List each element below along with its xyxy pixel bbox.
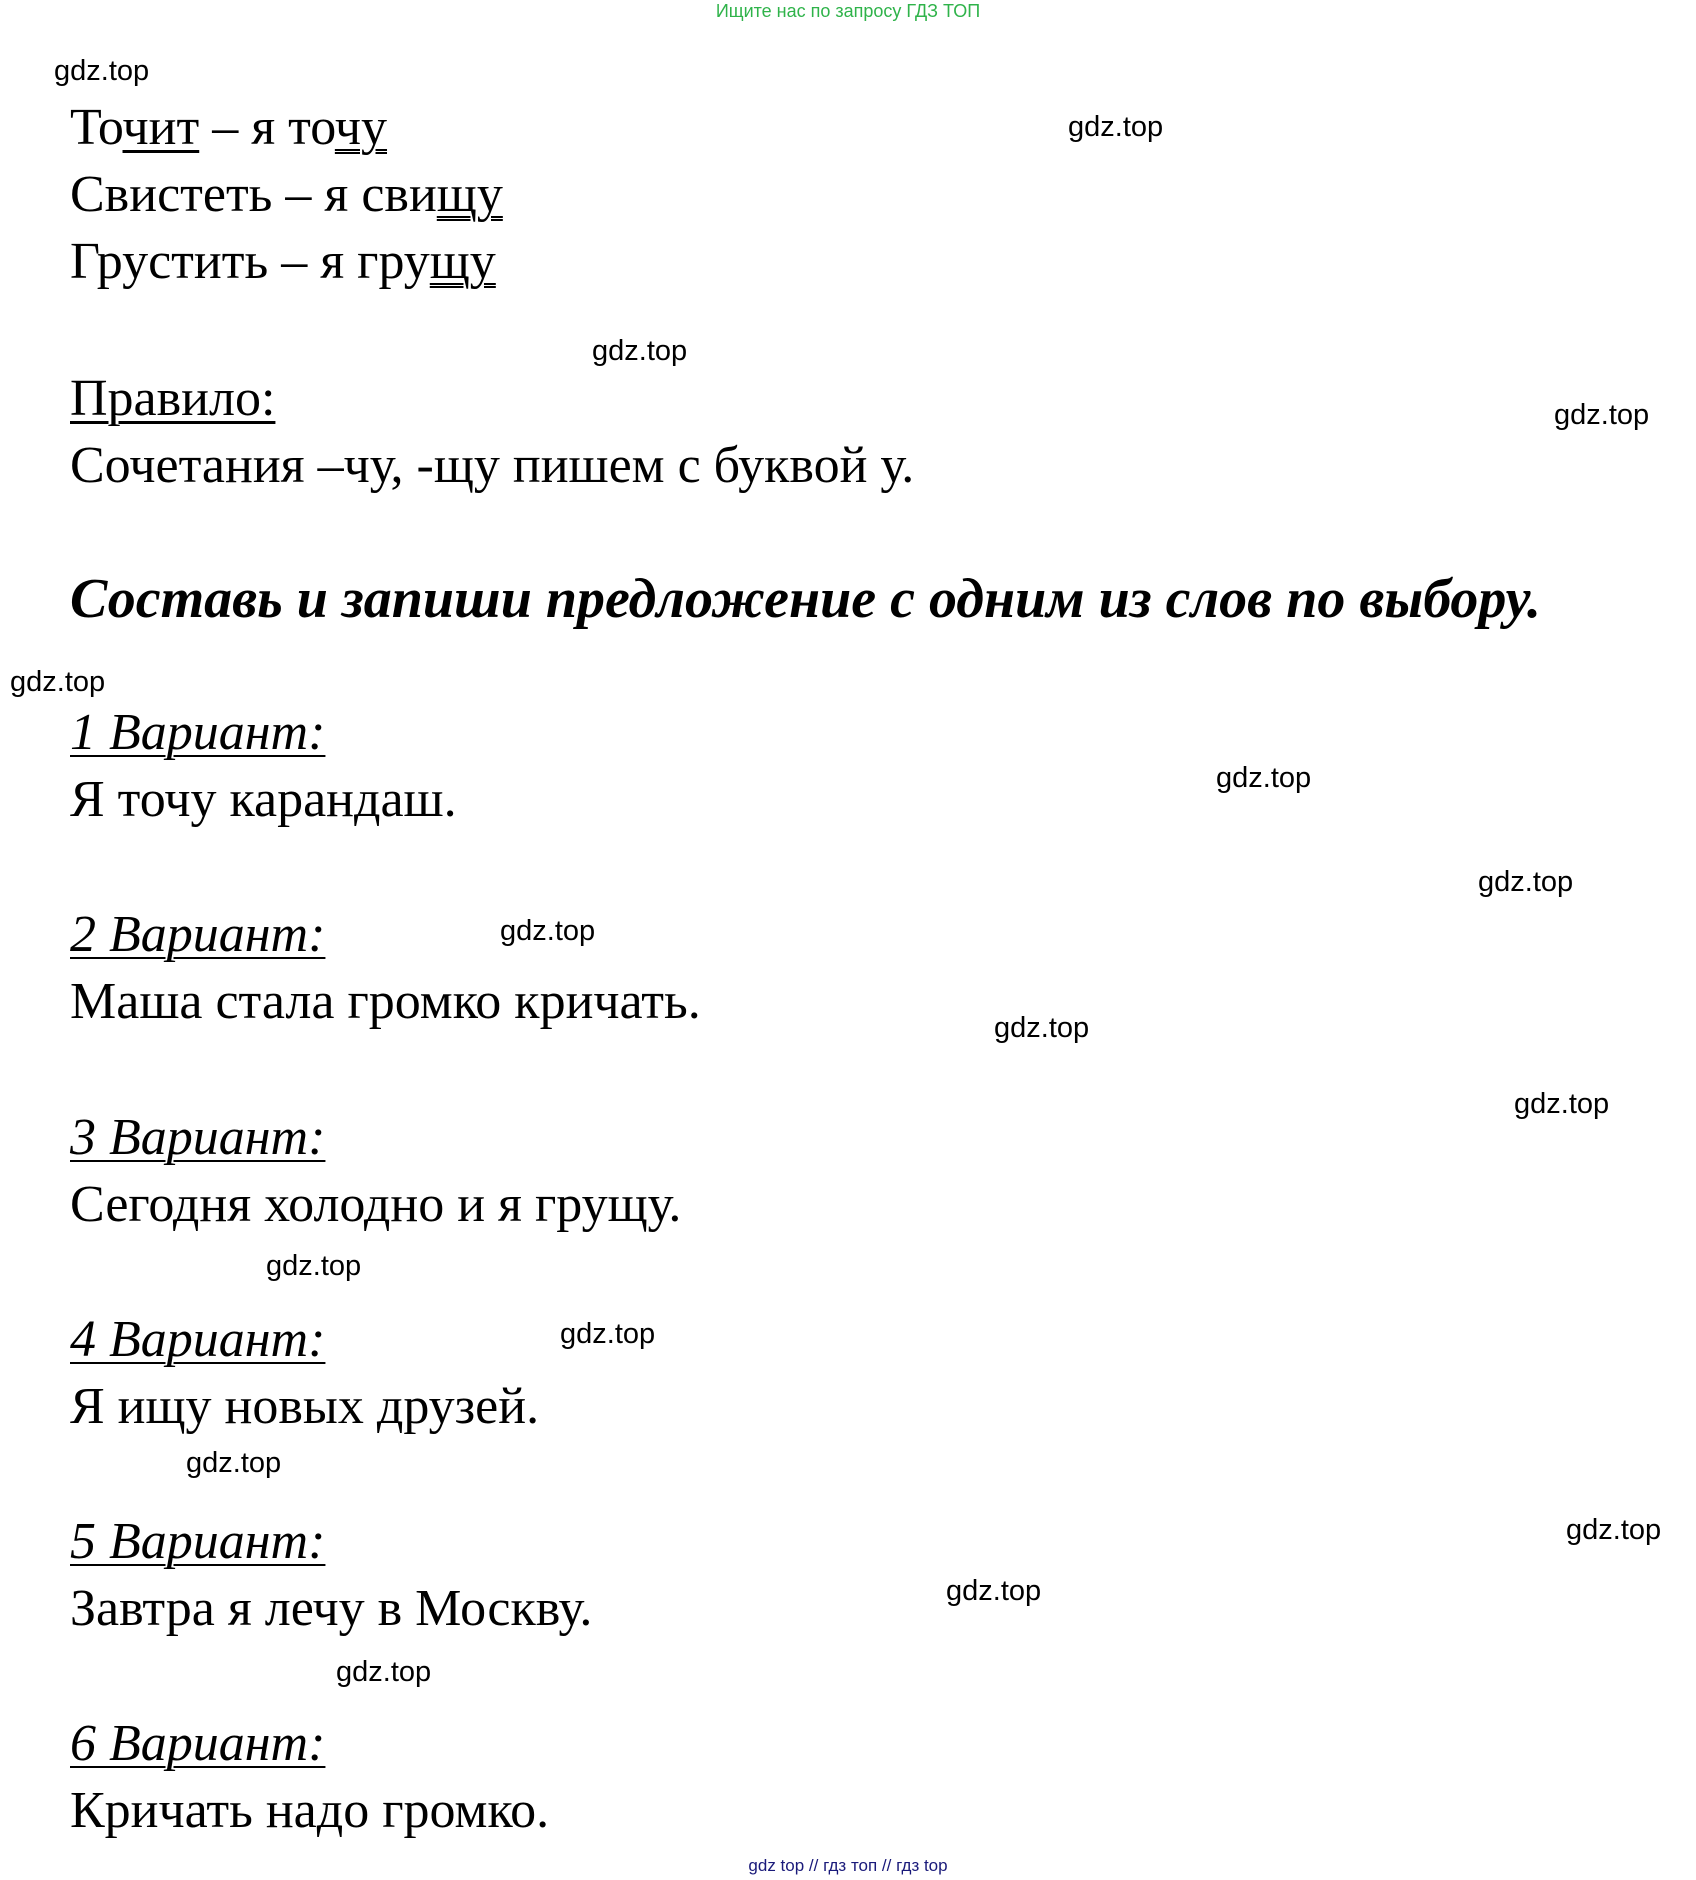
watermark: gdz.top: [1554, 399, 1650, 431]
pair-form-plain: гру: [357, 233, 430, 290]
rule-heading: [70, 368, 275, 430]
pair-dash: – я: [199, 99, 289, 156]
variant-6-label: [70, 1713, 325, 1775]
pair-infinitive-plain: То: [70, 99, 123, 156]
variant-label-text: 2 Вариант:: [70, 906, 326, 963]
watermark: gdz.top: [560, 1318, 656, 1350]
pair-infinitive-marked: чит: [122, 99, 200, 156]
variant-5-label: [70, 1511, 325, 1573]
variant-6-sentence: Кричать надо громко.: [70, 1782, 550, 1839]
pair-infinitive: Грустить: [70, 233, 269, 290]
variant-5-sentence: Завтра я лечу в Москву.: [70, 1580, 593, 1637]
variant-label-text: 4 Вариант:: [70, 1311, 326, 1368]
variant-1-sentence: Я точу карандаш.: [70, 771, 457, 828]
pair-row-1: [70, 97, 387, 159]
watermark: gdz.top: [1068, 111, 1164, 143]
watermark: gdz.top: [1478, 866, 1574, 898]
variant-2-sentence: Маша стала громко кричать.: [70, 973, 701, 1030]
watermark: gdz.top: [500, 915, 596, 947]
pair-form-marked: щу: [429, 233, 496, 290]
watermark: gdz.top: [54, 55, 150, 87]
variant-1-label: [70, 702, 325, 764]
rule-heading-text: Правило:: [70, 370, 276, 427]
task-instruction: Составь и запиши предложение с одним из слов по выбору.: [70, 568, 1542, 630]
pair-row-3: [70, 231, 496, 293]
rule-text: Сочетания –чу, -щу пишем с буквой у.: [70, 437, 915, 494]
pair-form-plain: сви: [361, 166, 437, 223]
variant-3-sentence: Сегодня холодно и я грущу.: [70, 1176, 682, 1233]
pair-form-marked: чу: [334, 99, 388, 156]
variant-4-label: [70, 1309, 325, 1371]
watermark: gdz.top: [994, 1012, 1090, 1044]
footer-links: gdz top // гдз топ // гдз top: [748, 1856, 948, 1875]
watermark: gdz.top: [592, 335, 688, 367]
pair-row-2: [70, 164, 503, 226]
variant-label-text: 6 Вариант:: [70, 1715, 326, 1772]
pair-form-marked: щу: [436, 166, 503, 223]
variant-4-sentence: Я ищу новых друзей.: [70, 1378, 540, 1435]
watermark: gdz.top: [1566, 1514, 1662, 1546]
variant-3-label: [70, 1107, 325, 1169]
watermark: gdz.top: [1216, 762, 1312, 794]
pair-form-plain: то: [288, 99, 335, 156]
pair-dash: – я: [272, 166, 362, 223]
variant-label-text: 1 Вариант:: [70, 704, 326, 761]
watermark: gdz.top: [1514, 1088, 1610, 1120]
watermark: gdz.top: [946, 1575, 1042, 1607]
variant-label-text: 5 Вариант:: [70, 1513, 326, 1570]
pair-infinitive: Свистеть: [70, 166, 273, 223]
variant-2-label: [70, 904, 325, 966]
watermark: gdz.top: [336, 1656, 432, 1688]
variant-label-text: 3 Вариант:: [70, 1109, 326, 1166]
pair-dash: – я: [268, 233, 358, 290]
watermark: gdz.top: [186, 1447, 282, 1479]
top-banner: Ищите нас по запросу ГДЗ ТОП: [715, 1, 981, 21]
watermark: gdz.top: [10, 666, 106, 698]
watermark: gdz.top: [266, 1250, 362, 1282]
